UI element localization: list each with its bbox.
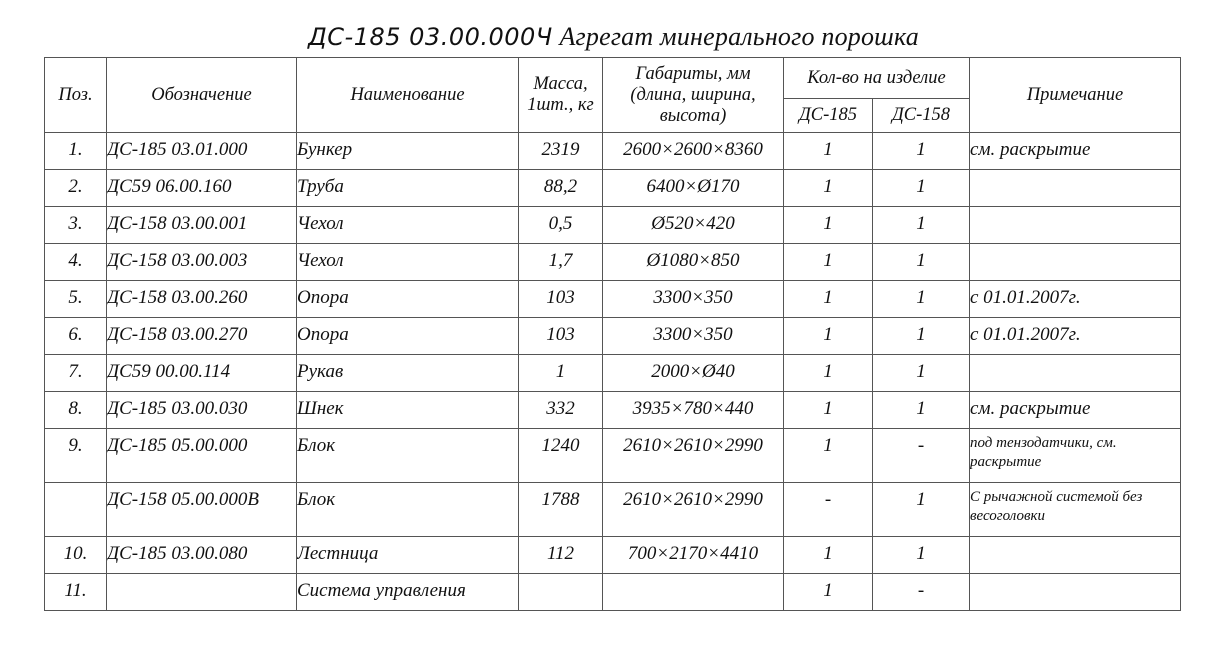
table-row [45, 207, 1181, 244]
cell-note [970, 574, 1181, 611]
cell-dims: 2600×2600×8360 [603, 133, 784, 170]
cell-mass: 103 [519, 281, 603, 318]
cell-qty-ds158: 1 [873, 483, 970, 537]
cell-pos: 5. [45, 281, 107, 318]
cell-mass: 1788 [519, 483, 603, 537]
header-row [45, 58, 1181, 99]
table-row [45, 281, 1181, 318]
cell-name: Чехол [297, 207, 519, 244]
cell-designation: ДС-158 03.00.003 [107, 244, 297, 281]
cell-note: см. раскрытие [970, 133, 1181, 170]
cell-designation: ДС-158 03.00.270 [107, 318, 297, 355]
cell-mass: 332 [519, 392, 603, 429]
cell-qty-ds185: 1 [784, 392, 873, 429]
cell-mass: 1240 [519, 429, 603, 483]
cell-name: Лестница [297, 537, 519, 574]
cell-dims [603, 574, 784, 611]
cell-dims: 700×2170×4410 [603, 537, 784, 574]
cell-qty-ds158: 1 [873, 133, 970, 170]
cell-pos: 6. [45, 318, 107, 355]
cell-name: Бункер [297, 133, 519, 170]
cell-designation: ДС-185 03.00.080 [107, 537, 297, 574]
cell-pos: 3. [45, 207, 107, 244]
cell-mass: 1,7 [519, 244, 603, 281]
cell-qty-ds185: 1 [784, 207, 873, 244]
cell-pos: 11. [45, 574, 107, 611]
header-name: Наименование [297, 58, 519, 133]
cell-pos: 4. [45, 244, 107, 281]
header-qty-ds158: ДС-158 [873, 99, 970, 133]
cell-designation: ДС-185 03.00.030 [107, 392, 297, 429]
cell-mass: 2319 [519, 133, 603, 170]
cell-note [970, 355, 1181, 392]
cell-qty-ds158: 1 [873, 170, 970, 207]
cell-mass: 0,5 [519, 207, 603, 244]
title-code: ДС-185 03.00.000Ч [308, 23, 553, 51]
cell-name: Блок [297, 429, 519, 483]
cell-designation [107, 574, 297, 611]
table-row [45, 133, 1181, 170]
cell-designation: ДС59 00.00.114 [107, 355, 297, 392]
cell-dims: Ø1080×850 [603, 244, 784, 281]
cell-dims: 3935×780×440 [603, 392, 784, 429]
cell-qty-ds158: 1 [873, 244, 970, 281]
cell-pos [45, 483, 107, 537]
table-row [45, 244, 1181, 281]
cell-qty-ds158: - [873, 574, 970, 611]
cell-name: Опора [297, 318, 519, 355]
cell-designation: ДС59 06.00.160 [107, 170, 297, 207]
cell-mass [519, 574, 603, 611]
cell-dims: 3300×350 [603, 318, 784, 355]
cell-qty-ds185: - [784, 483, 873, 537]
header-note: Примечание [970, 58, 1181, 133]
header-mass: Масса, 1шт., кг [519, 58, 603, 133]
cell-designation: ДС-158 05.00.000В [107, 483, 297, 537]
cell-note: см. раскрытие [970, 392, 1181, 429]
cell-qty-ds158: 1 [873, 537, 970, 574]
table-row [45, 355, 1181, 392]
cell-pos: 1. [45, 133, 107, 170]
cell-qty-ds185: 1 [784, 429, 873, 483]
cell-pos: 10. [45, 537, 107, 574]
table-row [45, 537, 1181, 574]
cell-qty-ds185: 1 [784, 318, 873, 355]
cell-qty-ds158: 1 [873, 281, 970, 318]
cell-note [970, 170, 1181, 207]
cell-qty-ds158: 1 [873, 207, 970, 244]
header-pos: Поз. [45, 58, 107, 133]
header-designation: Обозначение [107, 58, 297, 133]
cell-note [970, 207, 1181, 244]
cell-dims: Ø520×420 [603, 207, 784, 244]
cell-qty-ds185: 1 [784, 281, 873, 318]
cell-dims: 2000×Ø40 [603, 355, 784, 392]
cell-name: Блок [297, 483, 519, 537]
cell-designation: ДС-185 03.01.000 [107, 133, 297, 170]
cell-mass: 1 [519, 355, 603, 392]
cell-pos: 2. [45, 170, 107, 207]
cell-name: Чехол [297, 244, 519, 281]
table-row [45, 318, 1181, 355]
cell-name: Рукав [297, 355, 519, 392]
title-name: Агрегат минерального порошка [559, 22, 919, 51]
cell-note: с 01.01.2007г. [970, 281, 1181, 318]
cell-pos: 9. [45, 429, 107, 483]
cell-qty-ds185: 1 [784, 537, 873, 574]
cell-qty-ds158: 1 [873, 355, 970, 392]
cell-name: Система управления [297, 574, 519, 611]
cell-qty-ds158: - [873, 429, 970, 483]
cell-designation: ДС-185 05.00.000 [107, 429, 297, 483]
cell-mass: 88,2 [519, 170, 603, 207]
header-dims: Габариты, мм (длина, ширина, высота) [603, 58, 784, 133]
cell-pos: 8. [45, 392, 107, 429]
cell-qty-ds185: 1 [784, 170, 873, 207]
cell-qty-ds185: 1 [784, 244, 873, 281]
table-row [45, 574, 1181, 611]
cell-dims: 6400×Ø170 [603, 170, 784, 207]
document-title [0, 22, 1227, 52]
cell-designation: ДС-158 03.00.001 [107, 207, 297, 244]
cell-name: Шнек [297, 392, 519, 429]
cell-note: под тензодатчики, см. раскрытие [970, 429, 1181, 483]
specification-table [44, 57, 1181, 611]
cell-dims: 2610×2610×2990 [603, 483, 784, 537]
cell-note: С рычажной системой без весоголовки [970, 483, 1181, 537]
cell-qty-ds185: 1 [784, 133, 873, 170]
table-row [45, 392, 1181, 429]
header-qty-ds185: ДС-185 [784, 99, 873, 133]
cell-name: Опора [297, 281, 519, 318]
cell-designation: ДС-158 03.00.260 [107, 281, 297, 318]
cell-qty-ds158: 1 [873, 318, 970, 355]
cell-mass: 112 [519, 537, 603, 574]
cell-mass: 103 [519, 318, 603, 355]
cell-note [970, 537, 1181, 574]
cell-dims: 2610×2610×2990 [603, 429, 784, 483]
cell-name: Труба [297, 170, 519, 207]
table-row [45, 170, 1181, 207]
cell-qty-ds185: 1 [784, 574, 873, 611]
cell-note [970, 244, 1181, 281]
cell-pos: 7. [45, 355, 107, 392]
cell-qty-ds185: 1 [784, 355, 873, 392]
cell-dims: 3300×350 [603, 281, 784, 318]
table-row [45, 483, 1181, 537]
cell-note: с 01.01.2007г. [970, 318, 1181, 355]
table-row [45, 429, 1181, 483]
header-qty: Кол-во на изделие [784, 58, 970, 99]
cell-qty-ds158: 1 [873, 392, 970, 429]
